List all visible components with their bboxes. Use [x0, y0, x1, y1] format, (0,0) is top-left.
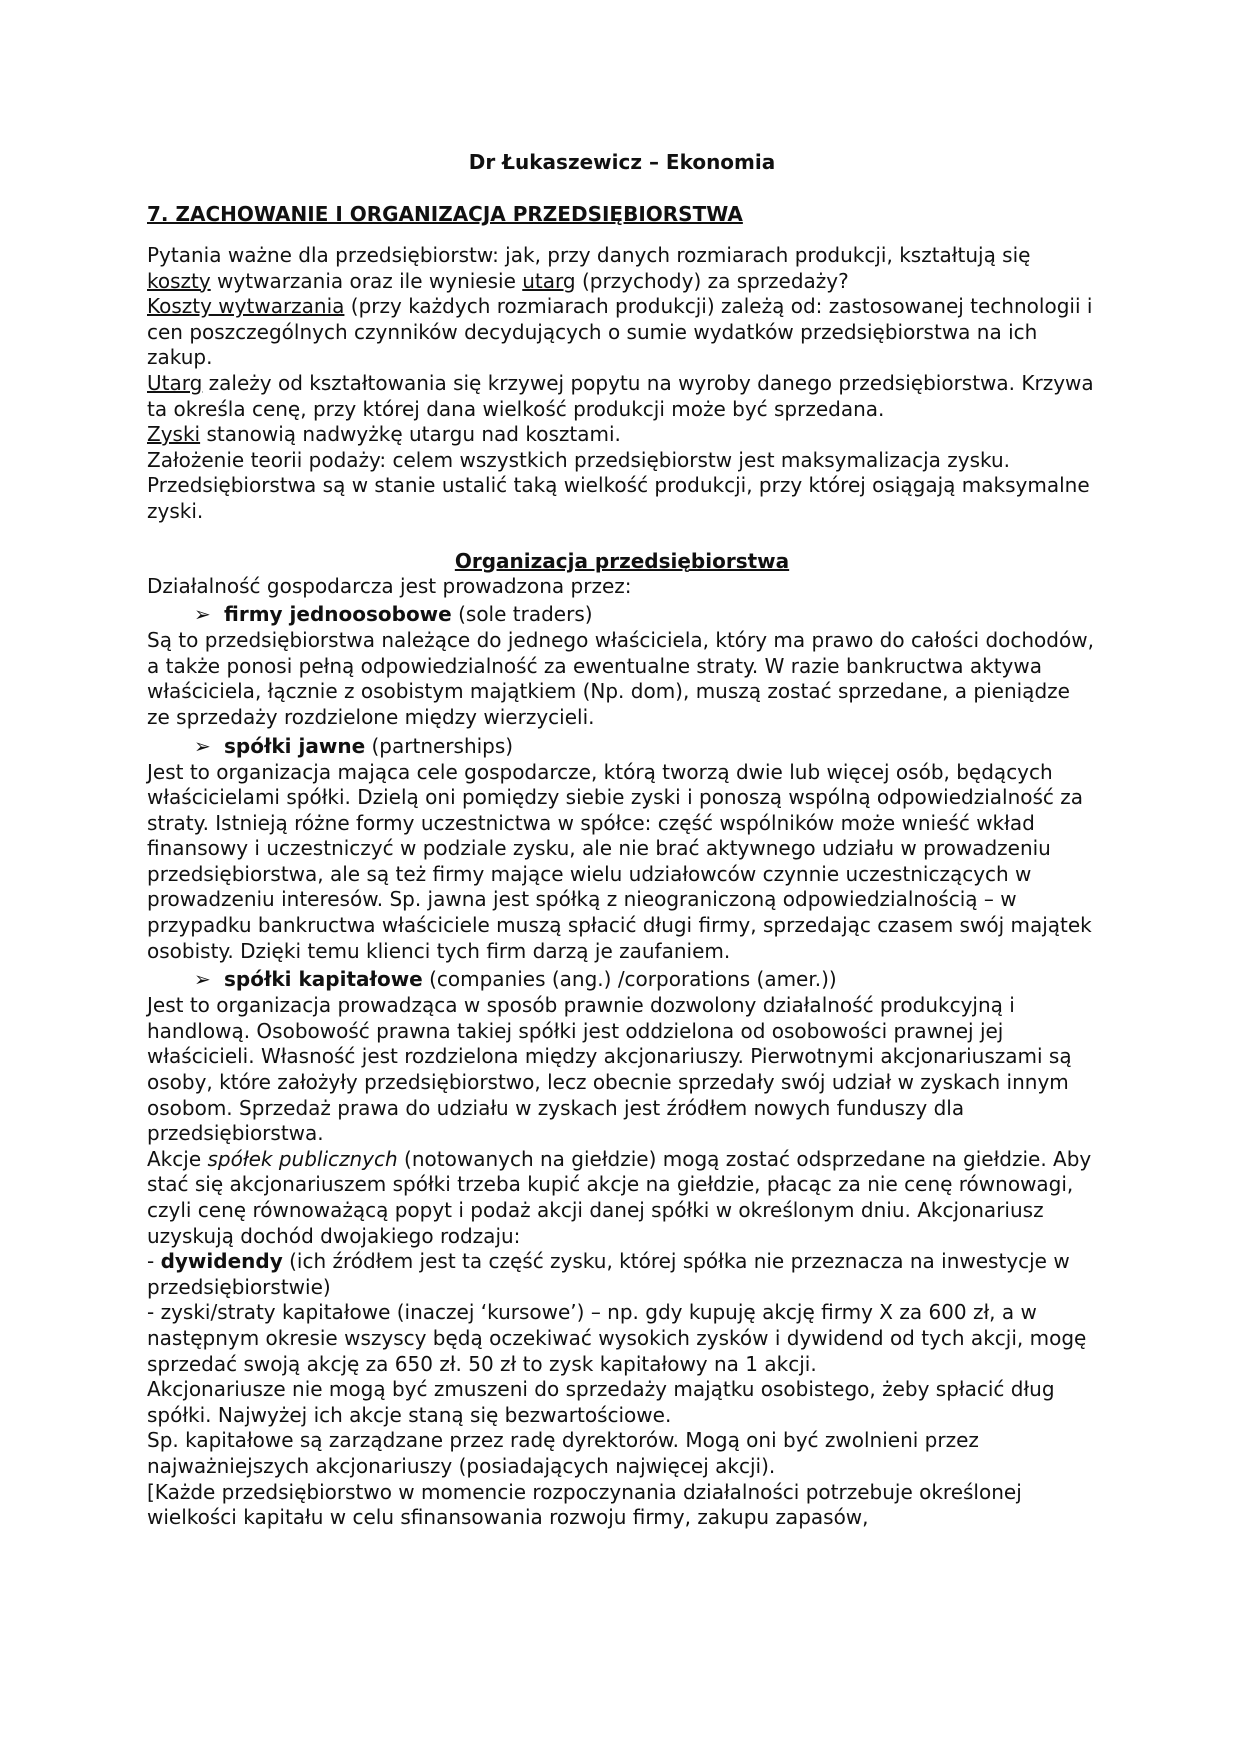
arrow-bullet-icon: ➢ [194, 602, 211, 627]
text: zależy od kształtowania się krzywej popytu na wyroby danego przedsiębiorstwa. Krzywa ta określa cenę, przy której dana wielkość produkcji może być sprzedana. [147, 370, 1094, 421]
bullet-gloss: (partnerships) [365, 733, 514, 758]
term-koszty-wytwarzania: Koszty wytwarzania [147, 294, 345, 319]
document-page [147, 140, 1097, 1531]
bullet-term: firmy jednoosobowe [224, 602, 452, 627]
dividends-item [147, 1249, 1097, 1300]
capital-paragraph: [Każde przedsiębiorstwo w momencie rozpoczynania działalności potrzebuje określonej wielkości kapitału w celu sfinansowania rozwoju firmy, zakupu zapasów, [147, 1479, 1022, 1530]
supply-theory-paragraph: Założenie teorii podaży: celem wszystkich przedsiębiorstw jest maksymalizacja zysku. Przedsiębiorstwa są w stanie ustalić taką wielkość produkcji, przy której osiągają maksymalne zyski. [147, 447, 1090, 523]
term-dywidendy: dywidendy [160, 1249, 283, 1274]
term-utarg: utarg [522, 268, 576, 293]
text: (przy każdych rozmiarach produkcji) zależą od: zastosowanej technologii i cen poszczególnych czynników decydujących o sumie wydatków przedsiębiorstwa na ich zakup. [147, 294, 1093, 370]
partnerships-paragraph: Jest to organizacja mająca cele gospodarcze, którą tworzą dwie lub więcej osób, będących właścicielami spółki. Dzielą oni pomiędzy siebie zyski i ponoszą wspólną odpowiedzialność za straty. Istnieją różne formy uczestnictwa w spółce: część wspólników może wnieść wkład finansowy i uczestniczyć w podziale zysku, ale nie brać aktywnego udziału w prowadzeniu przedsiębiorstwa, ale są też firmy mające wielu udziałowców czynnie uczestniczących w prowadzeniu interesów. Sp. jawna jest spółką z nieograniczoną odpowiedzialnością – w przypadku bankructwa właściciele muszą spłacić długi firmy, sprzedając czasem swój majątek osobisty. Dzięki temu klienci tych firm darzą je zaufaniem. [147, 759, 1092, 963]
arrow-bullet-icon: ➢ [194, 733, 211, 758]
bullet-term: spółki kapitałowe [224, 967, 423, 992]
text: (notowanych na giełdzie) mogą zostać odsprzedane na giełdzie. Aby stać się akcjonariuszem spółki trzeba kupić akcje na giełdzie, płacąc za nie cenę równowagi, czyli cenę równoważącą popyt i podaż akcji danej spółki w określonym dniu. Akcjonariusz uzyskują dochód dwojakiego rodzaju: [147, 1146, 1092, 1248]
revenue-paragraph [147, 371, 1097, 422]
chapter-title: 7. ZACHOWANIE I ORGANIZACJA PRZEDSIĘBIORSTWA [147, 202, 743, 226]
shares-paragraph [147, 1147, 1097, 1249]
companies-paragraph: Jest to organizacja prowadząca w sposób prawnie dozwolony działalność produkcyjną i handlową. Osobowość prawna takiej spółki jest oddzielona od osobowości prawnej jej właścicieli. Własność jest rozdzielona między akcjonariuszy. Pierwotnymi akcjonariuszami są osoby, które założyły przedsiębiorstwo, lecz obecnie sprzedały swój udział w zyskach innym osobom. Sprzedaż prawa do udziału w zyskach jest źródłem nowych funduszy dla przedsiębiorstwa. [147, 993, 1072, 1146]
document-header: Dr Łukaszewicz – Ekonomia [468, 150, 776, 174]
sole-traders-paragraph: Są to przedsiębiorstwa należące do jednego właściciela, który ma prawo do całości dochodów, a także ponosi pełną odpowiedzialność za ewentualne straty. W razie bankructwa aktywa właściciela, łącznie z osobistym majątkiem (Np. dom), muszą zostać sprzedane, a pieniądze ze sprzedaży rozdzielone między wierzycieli. [147, 628, 1094, 729]
intro-paragraph [147, 243, 1097, 294]
text: (przychody) za sprzedaży? [575, 268, 849, 293]
text: Akcje [147, 1146, 208, 1171]
bullet-partnerships [147, 733, 1097, 760]
bullet-gloss: (sole traders) [451, 602, 593, 627]
organization-lead: Działalność gospodarcza jest prowadzona przez: [147, 573, 632, 598]
bullet-term: spółki jawne [224, 733, 366, 758]
text: (ich źródłem jest ta część zysku, której spółka nie przeznacza na inwestycje w przedsiębiorstwie) [147, 1249, 1070, 1299]
costs-paragraph [147, 294, 1097, 371]
text: Pytania ważne dla przedsiębiorstw: jak, przy danych rozmiarach produkcji, kształtują się [147, 243, 1031, 267]
organization-section [147, 574, 1097, 1531]
profit-paragraph [147, 422, 1097, 448]
arrow-bullet-icon: ➢ [194, 967, 211, 992]
section-heading: Organizacja przedsiębiorstwa [454, 548, 790, 573]
board-paragraph: Sp. kapitałowe są zarządzane przez radę dyrektorów. Mogą oni być zwolnieni przez najważniejszych akcjonariuszy (posiadających najwięcej akcji). [147, 1428, 979, 1478]
term-koszty: koszty [147, 268, 211, 293]
dash: - [147, 1249, 161, 1274]
capital-gains-item: - zyski/straty kapitałowe (inaczej ‘kursowe’) – np. gdy kupuję akcję firmy X za 600 zł, a w następnym okresie wszyscy będą oczekiwać wysokich zysków i dywidend od tych akcji, mogę sprzedać swoją akcję za 650 zł. 50 zł to zysk kapitałowy na 1 akcji. [147, 1300, 1087, 1376]
text: stanowią nadwyżkę utargu nad kosztami. [200, 422, 621, 447]
intro-section [147, 243, 1097, 525]
bullet-companies [147, 966, 1097, 993]
text: wytwarzania oraz ile wyniesie [210, 268, 523, 293]
liability-paragraph: Akcjonariusze nie mogą być zmuszeni do sprzedaży majątku osobistego, żeby spłacić dług spółki. Najwyżej ich akcje staną się bezwartościowe. [147, 1377, 1055, 1427]
bullet-sole-traders [147, 601, 1097, 628]
term-utarg-def: Utarg [147, 370, 203, 395]
bullet-gloss: (companies (ang.) /corporations (amer.)) [422, 967, 837, 992]
italic-term: spółek publicznych [207, 1146, 398, 1171]
term-zyski: Zyski [147, 422, 201, 447]
